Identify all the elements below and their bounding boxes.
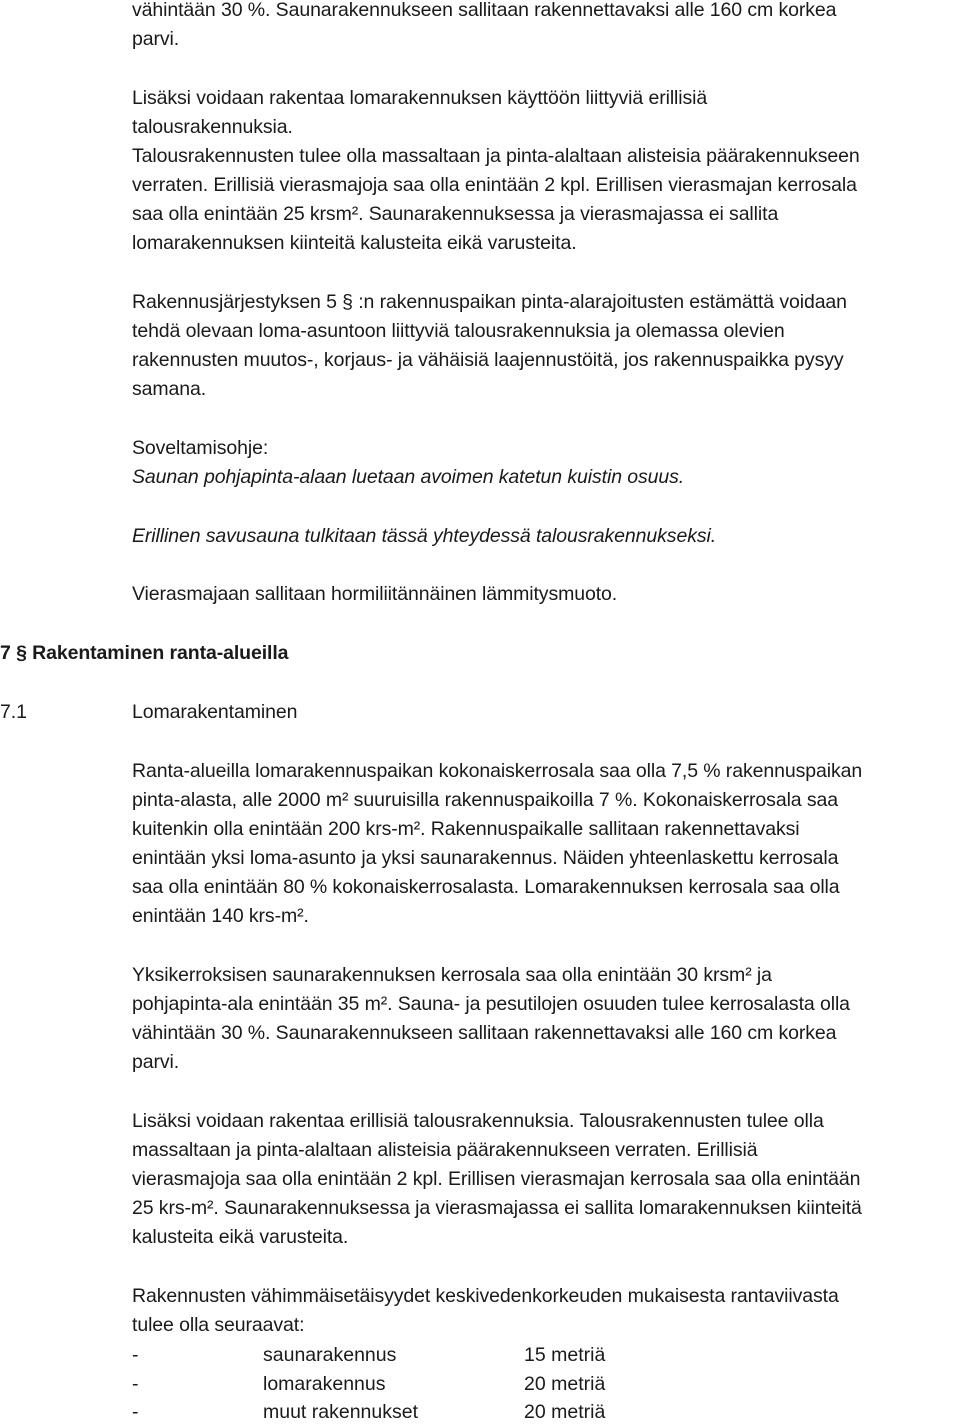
subsection-number: 7.1 [0, 701, 27, 723]
list-dash: - [132, 1344, 139, 1366]
paragraph-line: pinta-alasta, alle 2000 m² suuruisilla rakennuspaikoilla 7 %. Kokonaiskerrosala saa [132, 789, 839, 811]
paragraph-line: vähintään 30 %. Saunarakennukseen sallitaan rakennettavaksi alle 160 cm korkea [132, 0, 837, 21]
paragraph-line: kalusteita eikä varusteita. [132, 1226, 349, 1248]
guideline-heading: Soveltamisohje: [132, 437, 269, 459]
distance-value: 20 metriä [524, 1401, 606, 1423]
guideline-note: Saunan pohjapinta-alaan luetaan avoimen katetun kuistin osuus. [132, 466, 685, 488]
subsection-title: Lomarakentaminen [132, 701, 298, 723]
paragraph-line: Yksikerroksisen saunarakennuksen kerrosala saa olla enintään 30 krsm² ja [132, 964, 772, 986]
paragraph-line: massaltaan ja pinta-alaltaan alisteisia päärakennukseen verraten. Erillisiä [132, 1139, 758, 1161]
paragraph-line: lomarakennuksen kiinteitä kalusteita eikä varusteita. [132, 232, 577, 254]
paragraph-line: verraten. Erillisiä vierasmajoja saa olla enintään 2 kpl. Erillisen vierasmajan kerrosala [132, 174, 857, 196]
paragraph-line: Lisäksi voidaan rakentaa erillisiä talousrakennuksia. Talousrakennusten tulee olla [132, 1110, 824, 1132]
paragraph-line: Lisäksi voidaan rakentaa lomarakennuksen käyttöön liittyviä erillisiä [132, 87, 708, 109]
list-dash: - [132, 1401, 139, 1423]
paragraph-line: rakennusten muutos-, korjaus- ja vähäisiä laajennustöitä, jos rakennuspaikka pysyy [132, 349, 844, 371]
paragraph-line: enintään yksi loma-asunto ja yksi saunarakennus. Näiden yhteenlaskettu kerrosala [132, 847, 839, 869]
paragraph-line: Rakennusjärjestyksen 5 § :n rakennuspaikan pinta-alarajoitusten estämättä voidaan [132, 291, 847, 313]
paragraph-line: Talousrakennusten tulee olla massaltaan ja pinta-alaltaan alisteisia päärakennukseen [132, 145, 860, 167]
paragraph-line: vähintään 30 %. Saunarakennukseen sallitaan rakennettavaksi alle 160 cm korkea [132, 1022, 837, 1044]
guideline-note: Erillinen savusauna tulkitaan tässä yhteydessä talousrakennukseksi. [132, 525, 717, 547]
paragraph-line: saa olla enintään 80 % kokonaiskerrosalasta. Lomarakennuksen kerrosala saa olla [132, 876, 840, 898]
paragraph-line: parvi. [132, 1051, 180, 1073]
paragraph-line: talousrakennuksia. [132, 116, 293, 138]
paragraph-line: saa olla enintään 25 krsm². Saunarakennuksessa ja vierasmajassa ei sallita [132, 203, 779, 225]
paragraph-line: Ranta-alueilla lomarakennuspaikan kokonaiskerrosala saa olla 7,5 % rakennuspaikan [132, 760, 863, 782]
paragraph-line: 25 krs-m². Saunarakennuksessa ja vierasmajassa ei sallita lomarakennuksen kiinteitä [132, 1197, 862, 1219]
list-dash: - [132, 1373, 139, 1395]
building-type: saunarakennus [263, 1344, 397, 1366]
building-type: muut rakennukset [263, 1401, 419, 1423]
paragraph-line: enintään 140 krs-m². [132, 905, 309, 927]
paragraph-line: tulee olla seuraavat: [132, 1314, 305, 1336]
section-heading: 7 § Rakentaminen ranta-alueilla [0, 642, 289, 664]
paragraph-line: parvi. [132, 28, 180, 50]
distance-value: 15 metriä [524, 1344, 606, 1366]
distance-value: 20 metriä [524, 1373, 606, 1395]
building-type: lomarakennus [263, 1373, 386, 1395]
paragraph-line: vierasmajoja saa olla enintään 2 kpl. Erillisen vierasmajan kerrosala saa olla enintään [132, 1168, 861, 1190]
paragraph-line: Rakennusten vähimmäisetäisyydet keskivedenkorkeuden mukaisesta rantaviivasta [132, 1285, 839, 1307]
paragraph-line: pohjapinta-ala enintään 35 m². Sauna- ja pesutilojen osuuden tulee kerrosalasta olla [132, 993, 850, 1015]
guideline-note: Vierasmajaan sallitaan hormiliitännäinen lämmitysmuoto. [132, 583, 618, 605]
paragraph-line: kuitenkin olla enintään 200 krs-m². Rakennuspaikalle sallitaan rakennettavaksi [132, 818, 800, 840]
paragraph-line: tehdä olevaan loma-asuntoon liittyviä talousrakennuksia ja olemassa olevien [132, 320, 785, 342]
paragraph-line: samana. [132, 378, 207, 400]
